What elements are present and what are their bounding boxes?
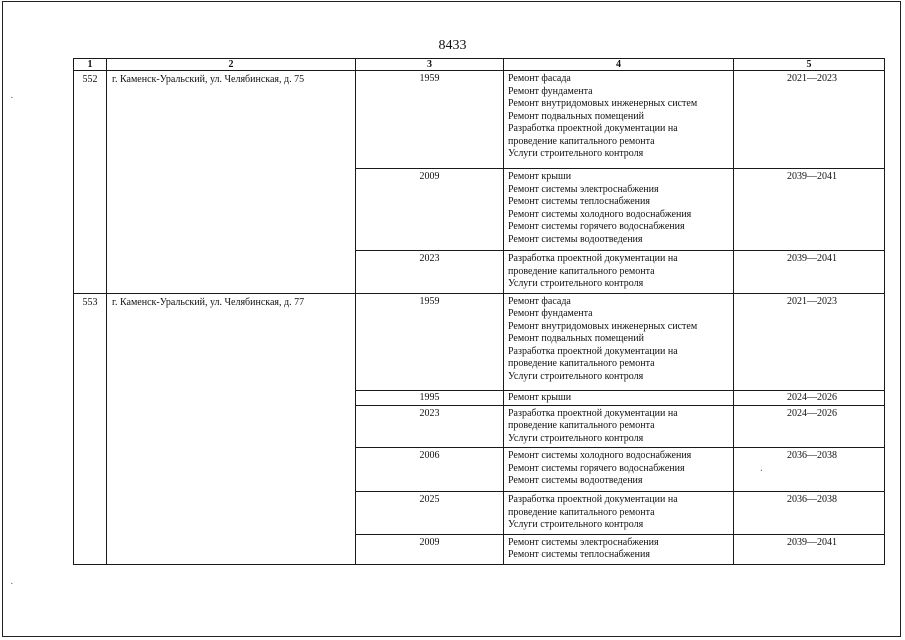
building-year: 2006 [356,448,504,492]
works-list [504,492,734,535]
building-year: 1959 [356,71,504,169]
work-item: Услуги строительного контроля [508,148,644,159]
repair-period: 2021—2023 [734,293,885,390]
work-item: Ремонт системы электроснабжения [508,183,659,195]
work-item: Ремонт подвальных помещений [508,110,644,122]
work-item: Ремонт системы водоотведения [508,475,643,486]
work-item: Услуги строительного контроля [508,278,644,289]
work-item: Ремонт системы холодного водоснабжения [508,208,692,220]
work-item: Ремонт внутридомовых инженерных систем [508,320,698,332]
repair-schedule-table [73,58,885,565]
work-item: Разработка проектной документации на [508,253,678,264]
work-item: Ремонт системы теплоснабжения [508,549,650,560]
repair-period: 2039—2041 [734,169,885,251]
repair-period: 2024—2026 [734,390,885,405]
work-item: Услуги строительного контроля [508,519,644,530]
entry-number: 553 [74,293,107,564]
building-year: 2023 [356,251,504,294]
work-item: проведение капитального ремонта [508,358,655,369]
column-header: 1 [74,59,107,71]
works-list [504,293,734,390]
work-item: Ремонт системы холодного водоснабжения [508,450,692,461]
table-row [74,71,885,169]
margin-fragment: · [10,578,15,590]
work-item: Ремонт крыши [508,391,572,403]
repair-period: 2021—2023 [734,71,885,169]
repair-period: 2024—2026 [734,405,885,448]
margin-fragment: · [10,92,15,104]
work-item: Разработка проектной документации на [508,407,678,419]
work-item: Услуги строительного контроля [508,432,644,444]
column-header: 3 [356,59,504,71]
work-item: проведение капитального ремонта [508,420,655,431]
entry-address: г. Каменск-Уральский, ул. Челябинская, д. 75 [107,71,356,294]
entry-address: г. Каменск-Уральский, ул. Челябинская, д. 77 [107,293,356,564]
column-header: 2 [107,59,356,71]
repair-period: 2036—2038 [734,492,885,535]
work-item: Разработка проектной документации на [508,345,678,357]
work-item: Ремонт крыши [508,171,572,182]
repair-period: 2039—2041 [734,251,885,294]
works-list [504,390,734,405]
work-item: Ремонт системы теплоснабжения [508,196,650,207]
work-item: проведение капитального ремонта [508,506,655,518]
table-row [74,293,885,390]
table-header-row [74,59,885,71]
work-item: Ремонт фасада [508,295,571,307]
works-list [504,534,734,564]
work-item: Ремонт системы горячего водоснабжения [508,221,685,232]
works-list [504,448,734,492]
work-item: Ремонт системы электроснабжения [508,536,659,548]
building-year: 1959 [356,293,504,390]
work-item: Ремонт фундамента [508,85,593,97]
building-year: 1995 [356,390,504,405]
work-item: Услуги строительного контроля [508,370,644,382]
repair-period: 2039—2041 [734,534,885,564]
works-list [504,71,734,169]
works-list [504,169,734,251]
work-item: Разработка проектной документации на [508,494,678,505]
entry-number: 552 [74,71,107,294]
repair-period: 2036—2038 [734,448,885,492]
building-year: 2025 [356,492,504,535]
building-year: 2009 [356,169,504,251]
work-item: проведение капитального ремонта [508,265,655,277]
column-header: 5 [734,59,885,71]
work-item: проведение капитального ремонта [508,135,655,147]
work-item: Ремонт системы водоотведения [508,233,643,245]
work-item: Ремонт системы горячего водоснабжения [508,462,685,474]
work-item: Ремонт фундамента [508,308,593,319]
building-year: 2009 [356,534,504,564]
margin-fragment: . [760,462,764,474]
building-year: 2023 [356,405,504,448]
work-item: Ремонт фасада [508,73,571,84]
work-item: Ремонт внутридомовых инженерных систем [508,98,698,109]
page-number: 8433 [438,38,467,53]
works-list [504,405,734,448]
work-item: Ремонт подвальных помещений [508,333,644,344]
column-header: 4 [504,59,734,71]
works-list [504,251,734,294]
work-item: Разработка проектной документации на [508,123,678,134]
